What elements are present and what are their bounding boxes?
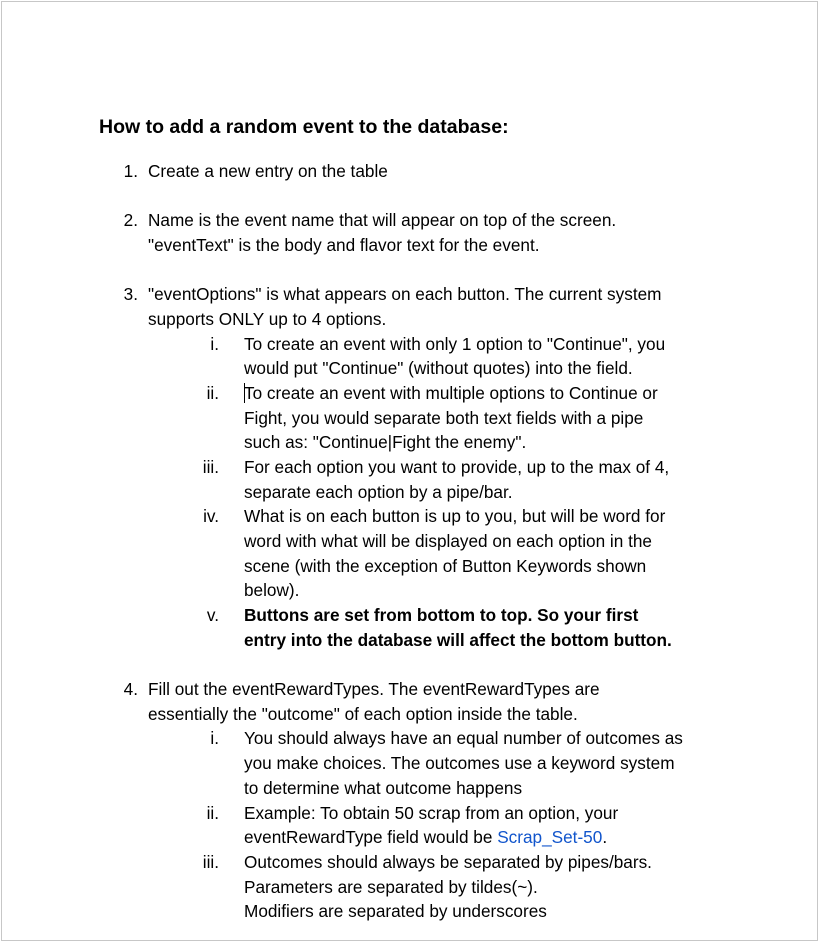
sub-item-line	[244, 825, 607, 850]
sub-item-line: To create an event with only 1 option to "Continue", you	[244, 334, 666, 354]
sub-list-marker: ii.	[206, 383, 219, 403]
sub-item-line: Parameters are separated by tildes(~).	[244, 877, 538, 897]
sub-list-marker: i.	[210, 334, 219, 354]
sub-item-line: to determine what outcome happens	[244, 778, 523, 798]
sub-item-line: scene (with the exception of Button Keywords shown	[244, 556, 647, 576]
sub-list-marker: ii.	[206, 803, 219, 823]
step-2-line: Name is the event name that will appear on top of the screen.	[148, 210, 617, 230]
step-3-line: "eventOptions" is what appears on each button. The current system	[148, 284, 662, 304]
example-link[interactable]: Scrap_Set-50	[497, 827, 603, 847]
sub-item-line: What is on each button is up to you, but will be word for	[244, 506, 666, 526]
sub-list-marker: iii.	[202, 852, 219, 872]
sub-item-line: word with what will be displayed on each option in the	[244, 531, 652, 551]
sub-item-line: Example: To obtain 50 scrap from an option, your	[244, 803, 619, 823]
step-4-line: essentially the "outcome" of each option inside the table.	[148, 704, 578, 724]
sub-item-line-bold: entry into the database will affect the bottom button.	[244, 630, 672, 650]
sub-item-line: For each option you want to provide, up to the max of 4,	[244, 457, 670, 477]
sub-item-line: separate each option by a pipe/bar.	[244, 482, 513, 502]
list-marker: 4.	[123, 679, 138, 699]
list-marker: 3.	[123, 284, 138, 304]
sub-item-line: Fight, you would separate both text fields with a pipe	[244, 408, 644, 428]
sub-item-line-bold: Buttons are set from bottom to top. So your first	[244, 605, 639, 625]
step-3-line: supports ONLY up to 4 options.	[148, 309, 387, 329]
sub-list-marker: v.	[206, 605, 219, 625]
step-2-line: "eventText" is the body and flavor text for the event.	[148, 235, 540, 255]
sub-item-line: would put "Continue" (without quotes) into the field.	[244, 358, 633, 378]
step-4-line: Fill out the eventRewardTypes. The eventRewardTypes are	[148, 679, 600, 699]
list-marker: 1.	[123, 161, 138, 181]
sub-item-line: you make choices. The outcomes use a keyword system	[244, 753, 675, 773]
sub-item-line: below).	[244, 580, 300, 600]
sub-item-line: such as: "Continue|Fight the enemy".	[244, 432, 527, 452]
sub-list-marker: iv.	[203, 506, 219, 526]
sub-item-line: You should always have an equal number of outcomes as	[244, 728, 683, 748]
sub-item-text: eventRewardType field would be	[244, 827, 498, 847]
sub-list-marker: i.	[210, 728, 219, 748]
step-1-text: Create a new entry on the table	[148, 161, 388, 181]
sub-item-line: Outcomes should always be separated by pipes/bars.	[244, 852, 652, 872]
page-title: How to add a random event to the database:	[99, 116, 509, 138]
list-marker: 2.	[123, 210, 138, 230]
sub-item-line: Modifiers are separated by underscores	[244, 901, 547, 921]
document-page	[1, 1, 818, 941]
sub-list-marker: iii.	[202, 457, 219, 477]
sub-item-text: .	[602, 827, 608, 847]
sub-item-line: To create an event with multiple options to Continue or	[244, 383, 658, 403]
